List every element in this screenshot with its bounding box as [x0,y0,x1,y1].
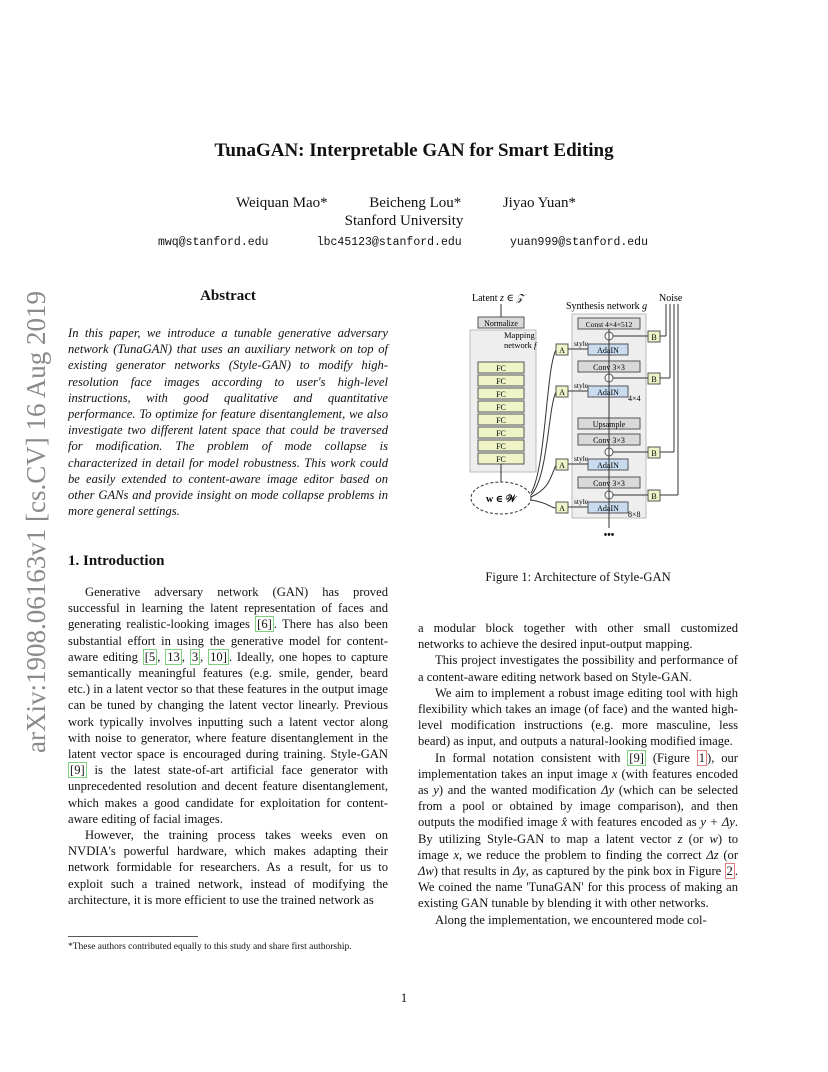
figure-ref-link[interactable]: 2 [726,864,733,879]
adain-label: AdaIN [597,346,619,355]
resolution-label: 8×8 [628,510,641,519]
style-label: style [574,454,589,463]
continuation-dots: ••• [603,530,615,541]
abstract-text: In this paper, we introduce a tunable generative adversary network (TunaGAN) that uses an auxiliary network on top of existing generator networks (Style-GAN) to modify high-resolution face images according to user's high-level instructions, with good qualitative and quantitative performance. To optimize for feature disentanglement, we also investigate two different latent space that could be traversed for modification. The problem of mode collapse is characterized in detail for model robustness. This work could be easily extended to content-aware image editor based on other GANs and provide insight on mode collapse problems in more general settings. [68,326,388,519]
conv-label: Conv 3×3 [593,479,625,488]
mapping-label: Mapping [504,330,535,340]
fc-label: FC [496,377,506,386]
affine-label: A [559,346,565,355]
figure-ref-link[interactable]: 1 [698,750,706,765]
style-curve [531,500,556,508]
mapping-label: network f [504,340,537,350]
noise-scale-label: B [651,333,657,342]
section-heading-introduction: 1. Introduction [68,553,165,569]
affine-label: A [559,461,565,470]
author-2: Beicheng Lou* [369,195,462,211]
footnote-rule [68,936,198,937]
fc-label: FC [496,403,506,412]
fc-label: FC [496,429,506,438]
adain-label: AdaIN [597,461,619,470]
noise-scale-label: B [651,449,657,458]
affiliation: Stanford University [344,213,464,229]
resolution-label: 4×4 [628,394,641,403]
author-1: Weiquan Mao* [236,195,328,211]
paragraph-continued: a modular block together with other small customized networks to achieve the desired input-output mapping. [418,621,738,652]
upsample-label: Upsample [592,420,626,429]
synthesis-label: Synthesis network g [566,301,648,312]
citation-link[interactable]: 10] [210,649,227,664]
noise-scale-label: B [651,492,657,501]
paragraph: We aim to implement a robust image editing tool with high flexibility which takes an image (of face) and the wanted high-level modification instructions (e.g. more masculine, less beard) as input, and outputs a natural-looking modified image. [418,685,738,749]
introduction-body [68,584,388,908]
figure-caption: Figure 1: Architecture of Style-GAN [485,570,671,584]
noise-label: Noise [659,293,683,304]
noise-scale-label: B [651,375,657,384]
email-list [158,236,648,249]
paragraph: Along the implementation, we encountered mode col- [435,912,707,927]
paragraph: This project investigates the possibility and performance of a content-aware editing network based on Style-GAN. [418,653,738,684]
citation-link[interactable]: [9] [70,763,85,778]
author-3: Jiyao Yuan* [502,195,576,211]
normalize-label: Normalize [484,319,518,328]
intro-paragraph-1: Generative adversary network (GAN) has proved successful in learning the latent representation of faces and generating realistic-looking images [6] . There has also been substantial effort in using the generative model for content-aware editing [5 , 13 , 3 , 10] . Ideally, one hopes to capture semantically meaningful features (e.g. smile, gender, beard etc.) in a latent vector so that these features in the output image can be tuned by changing the latent vector linearly. Previous work typically involves inputting such a latent vector along with noise to generator, where feature disentanglement in the latent vector space is encouraged during training. Style-GAN [9] is the latest state-of-art artificial face generator with unprecedented resolution and decent feature disentanglement, which makes a good candidate for exploitation for content-aware editing of facial images. [68,585,389,826]
author-list [236,195,576,212]
email-3: yuan999@stanford.edu [509,236,648,249]
paper-title: TunaGAN: Interpretable GAN for Smart Editing [214,140,614,161]
fc-label: FC [496,416,506,425]
fc-label: FC [496,364,506,373]
affine-label: A [559,388,565,397]
conv-label: Conv 3×3 [593,436,625,445]
fc-label: FC [496,390,506,399]
style-label: style [574,497,589,506]
citation-link[interactable]: [6] [257,617,272,632]
arxiv-stamp: arXiv:1908.06163v1 [cs.CV] 16 Aug 2019 [21,291,51,753]
citation-link[interactable]: 13 [167,649,180,664]
latent-label: Latent z ∈ 𝒵 [472,293,524,304]
fc-label: FC [496,455,506,464]
style-label: style [574,381,589,390]
abstract-heading: Abstract [200,288,256,304]
citation-link[interactable]: [9] [629,750,644,765]
adain-label: AdaIN [597,388,619,397]
citation-link[interactable]: [5 [144,649,156,664]
intro-paragraph-2: However, the training process takes weeks even on NVDIA's powerful hardware, which makes adapting their network formidable for researchers. As a result, for us to exploit such a trained network, instead of modifying the architecture, it is more efficient to use the trained network as [68,828,388,907]
email-2: lbc45123@stanford.edu [316,236,462,249]
footnote: *These authors contributed equally to this study and share first authorship. [68,942,352,952]
citation-link[interactable]: 3 [191,649,199,664]
conv-label: Conv 3×3 [593,363,625,372]
email-1: mwq@stanford.edu [158,236,269,249]
adain-label: AdaIN [597,504,619,513]
figure-style-gan-architecture [466,288,696,548]
const-label: Const 4×4×512 [585,320,633,329]
paragraph-formal-notation: In formal notation consistent with [9] (Figure 1 ), our implementation takes an input image x (with features encoded as y) and the wanted modification Δy (which can be selected from a pool or obtained by image comparison), and then outputs the modified image x̂ with features encoded as y + Δy. By utilizing Style-GAN to map a latent vector z (or w) to image x, we reduce the problem to finding the correct Δz (or Δw) that results in Δy, as captured by the pink box in Figure 2 . We coined the name 'TunaGAN' for this process of making an existing GAN tunable by blending it with other networks. [418,750,739,911]
page-number: 1 [400,990,408,1005]
affine-label: A [559,504,565,513]
right-column-body [418,620,738,928]
fc-label: FC [496,442,506,451]
w-label: w ∈ 𝒲 [485,494,517,505]
style-label: style [574,339,589,348]
